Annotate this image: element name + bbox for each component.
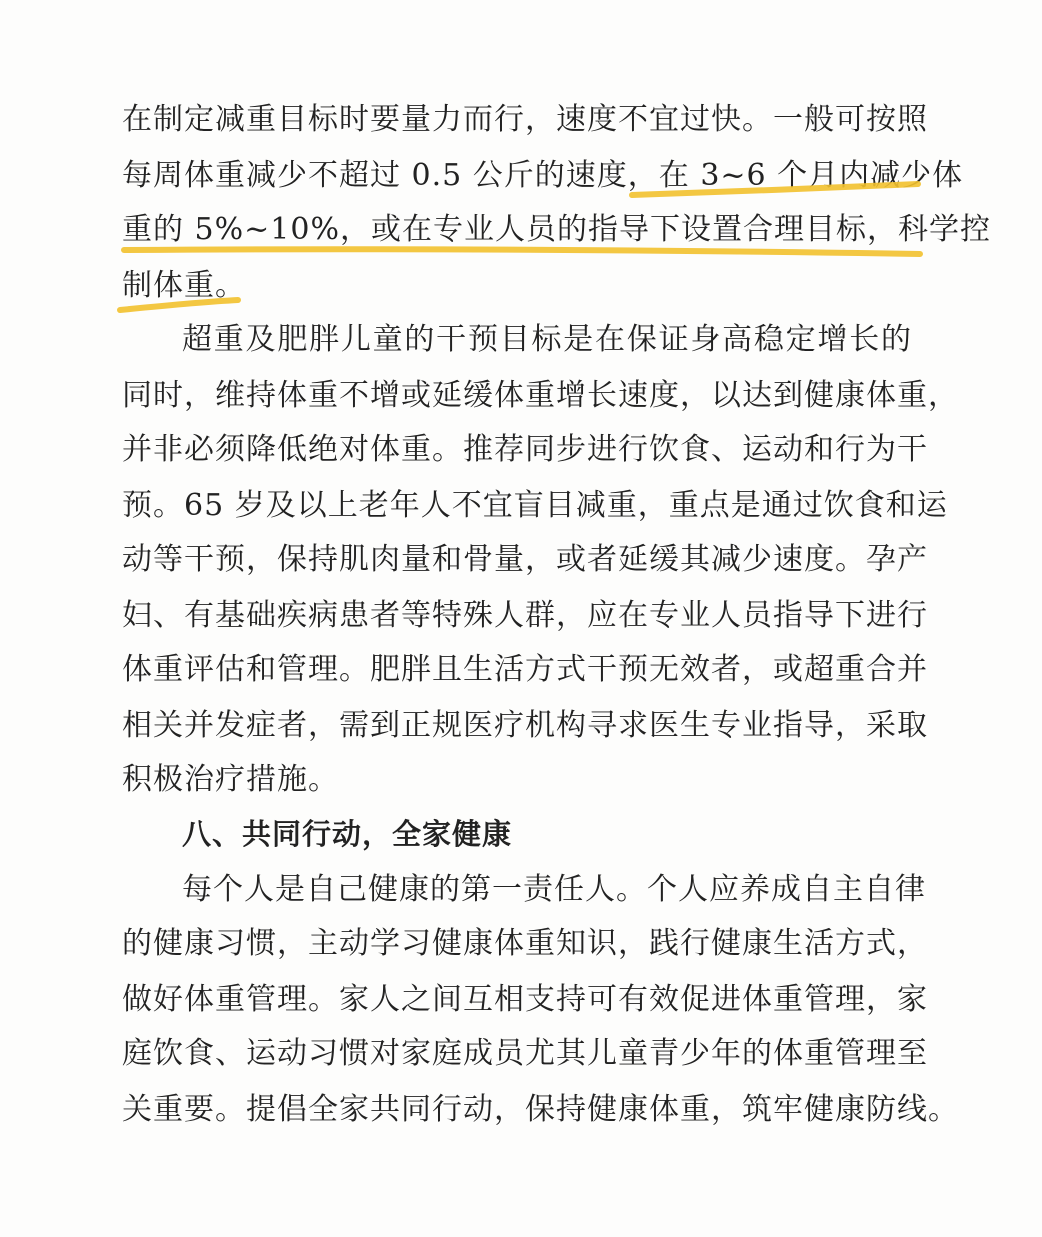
section-heading: 八、共同行动，全家健康 — [182, 817, 513, 851]
paragraph-3-line-5: 关重要。提倡全家共同行动，保持健康体重，筑牢健康防线。 — [122, 1092, 959, 1127]
paragraph-3-line-2: 的健康习惯，主动学习健康体重知识，践行健康生活方式， — [122, 926, 928, 961]
paragraph-3-line-1: 每个人是自己健康的第一责任人。个人应养成自主自律 — [182, 872, 926, 907]
paragraph-2-line-9: 积极治疗措施。 — [122, 762, 339, 797]
paragraph-2-line-3: 并非必须降低绝对体重。推荐同步进行饮食、运动和行为干 — [122, 432, 928, 467]
paragraph-2-line-7: 体重评估和管理。肥胖且生活方式干预无效者，或超重合并 — [122, 652, 928, 687]
paragraph-2-line-8: 相关并发症者，需到正规医疗机构寻求医生专业指导，采取 — [122, 708, 928, 743]
paragraph-2-line-1: 超重及肥胖儿童的干预目标是在保证身高稳定增长的 — [182, 322, 912, 357]
paragraph-1-line-1: 在制定减重目标时要量力而行，速度不宜过快。一般可按照 — [122, 102, 928, 137]
paragraph-1-line-3: 重的 5%~10%，或在专业人员的指导下设置合理目标，科学控 — [122, 212, 991, 247]
paragraph-1-line-2: 每周体重减少不超过 0.5 公斤的速度，在 3~6 个月内减少体 — [122, 158, 964, 193]
paragraph-3-line-3: 做好体重管理。家人之间互相支持可有效促进体重管理，家 — [122, 982, 928, 1017]
paragraph-2-line-5: 动等干预，保持肌肉量和骨量，或者延缓其减少速度。孕产 — [122, 542, 928, 577]
paragraph-1-line-4: 制体重。 — [122, 268, 246, 303]
paragraph-3-line-4: 庭饮食、运动习惯对家庭成员尤其儿童青少年的体重管理至 — [122, 1036, 928, 1071]
paragraph-2-line-2: 同时，维持体重不增或延缓体重增长速度，以达到健康体重， — [122, 378, 959, 413]
paragraph-2-line-6: 妇、有基础疾病患者等特殊人群，应在专业人员指导下进行 — [122, 598, 928, 633]
paragraph-2-line-4: 预。65 岁及以上老年人不宜盲目减重，重点是通过饮食和运 — [122, 488, 948, 523]
